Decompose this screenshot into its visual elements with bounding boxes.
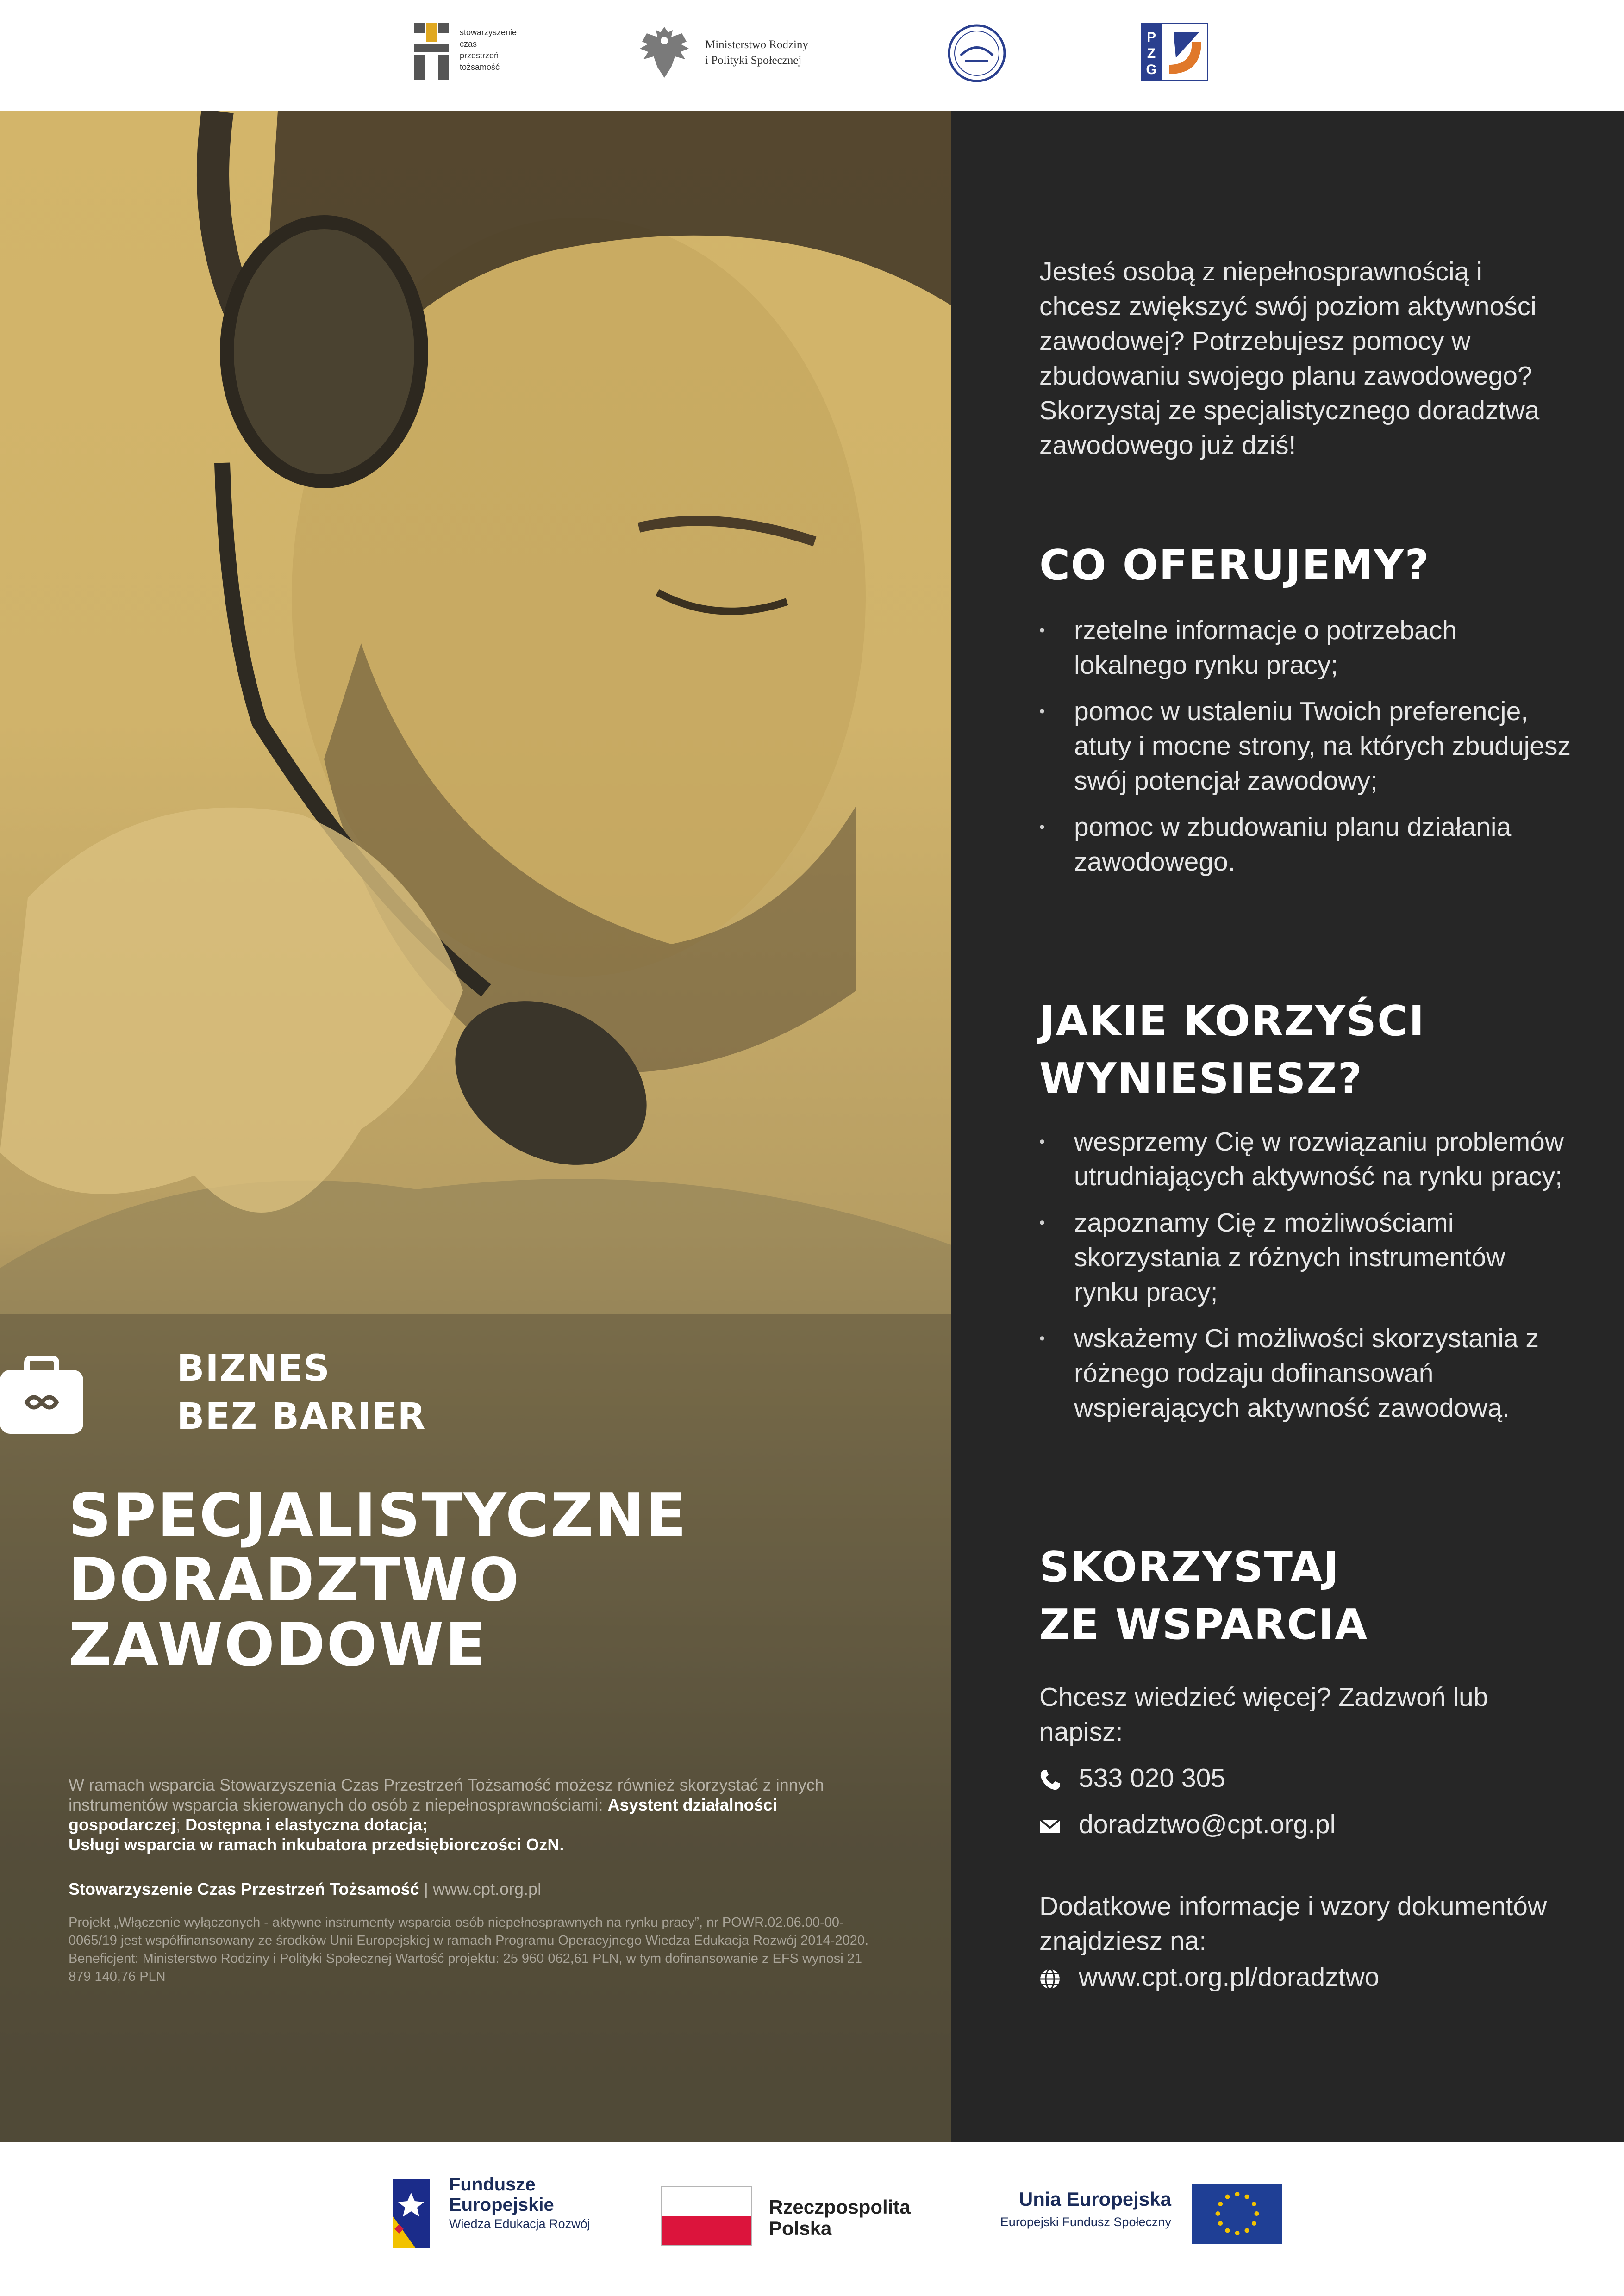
email-link[interactable]: doradztwo@cpt.org.pl xyxy=(1079,1810,1336,1839)
organization-url-link[interactable]: www.cpt.org.pl xyxy=(432,1879,542,1898)
contact-prompt: Chcesz wiedzieć więcej? Zadzwoń lub napisz: xyxy=(1039,1682,1488,1747)
header-logos-bar xyxy=(0,0,1624,111)
globe-icon xyxy=(1039,1968,1061,1990)
offer-list-item: • pomoc w zbudowaniu planu działania zawodowego. xyxy=(1039,810,1576,879)
polish-flag-icon xyxy=(661,2186,752,2246)
info-separator: ; xyxy=(176,1815,186,1834)
round-emblem-icon xyxy=(947,23,1007,83)
title-line-2: DORADZTWO xyxy=(69,1546,521,1615)
eu-star xyxy=(1225,2228,1230,2233)
support-heading-line-2: ZE WSPARCIA xyxy=(1039,1600,1368,1649)
fundusze-europejskie-logo xyxy=(388,2174,619,2258)
offer-list-item: • rzetelne informacje o potrzebach lokalnego rynku pracy; xyxy=(1039,613,1576,683)
benefits-list-item: • wskażemy Ci możliwości skorzystania z różnego rodzaju dofinansowań wspierających aktywność zawodową. xyxy=(1039,1321,1576,1425)
cpt-logo-line: stowarzyszenie xyxy=(460,28,517,37)
round-partner-logo xyxy=(947,23,1007,83)
support-heading xyxy=(1039,1539,1368,1654)
phone-number-link[interactable]: 533 020 305 xyxy=(1079,1763,1225,1793)
title-line-1: SPECJALISTYCZNE xyxy=(69,1481,688,1550)
ministry-logo-line: i Polityki Społecznej xyxy=(705,54,802,67)
badge-line-1: BIZNES xyxy=(177,1348,331,1389)
rp-logo-line-2: Polska xyxy=(769,2217,832,2239)
fe-logo-line-2: Europejskie xyxy=(449,2195,554,2215)
ue-logo-line-1: Unia Europejska xyxy=(1018,2188,1171,2210)
benefits-heading-line-2: WYNIESIESZ? xyxy=(1039,1054,1363,1103)
info-bold-3: Usługi wsparcia w ramach inkubatora przedsiębiorczości OzN. xyxy=(69,1835,564,1854)
cpt-logo-line: przestrzeń xyxy=(460,51,499,60)
benefits-list xyxy=(1039,1125,1576,1437)
rp-logo-line-1: Rzeczpospolita xyxy=(769,2196,911,2218)
website-link[interactable]: www.cpt.org.pl/doradztwo xyxy=(1079,1962,1380,1992)
eu-star xyxy=(1225,2195,1230,2199)
pzg-letter: P xyxy=(1146,30,1156,45)
eu-star xyxy=(1235,2231,1240,2235)
eu-star xyxy=(1252,2221,1256,2226)
ministry-logo-line: Ministerstwo Rodziny xyxy=(705,38,808,51)
project-funding-note: Projekt „Włączenie wyłączonych - aktywne instrumenty wsparcia osób niepełnosprawnych na rynku pracy”, nr POWR.02.06.00-00-0065/19 jest współfinansowany ze środków Unii Europejskiej w ramach Programu Operacyjnego Wiedza Edukacja Rozwój 2014-2020. Beneficjent: Ministerstwo Rodziny i Polityki Społecznej Wartość projektu: 25 960 062,61 PLN, w tym dofinansowanie z EFS wynosi 21 879 140,76 PLN xyxy=(69,1915,869,1984)
polish-eagle-icon xyxy=(638,23,691,81)
benefits-list-item: • zapoznamy Cię z możliwościami skorzystania z różnych instrumentów rynku pracy; xyxy=(1039,1206,1576,1310)
support-info-paragraph xyxy=(69,1775,856,1854)
eu-star xyxy=(1216,2211,1220,2216)
eu-flag-icon xyxy=(1192,2184,1282,2244)
cpt-logo-line: czas xyxy=(460,39,477,49)
hero-photo xyxy=(0,111,951,2142)
badge-line-2: BEZ BARIER xyxy=(177,1396,426,1437)
fundusze-europejskie-icon xyxy=(388,2174,434,2253)
info-text: W ramach wsparcia Stowarzyszenia Czas Przestrzeń Tożsamość możesz również skorzystać z innych instrumentów wsparcia skierowanych do osób z niepełnosprawnościami: xyxy=(69,1775,824,1814)
cpt-logo xyxy=(414,23,525,83)
benefits-heading-line-1: JAKIE KORZYŚCI xyxy=(1039,997,1425,1045)
organization-name: Stowarzyszenie Czas Przestrzeń Tożsamość xyxy=(69,1879,419,1898)
support-heading-line-1: SKORZYSTAJ xyxy=(1039,1543,1340,1592)
title-line-3: ZAWODOWE xyxy=(69,1611,487,1680)
organization-line xyxy=(69,1879,541,1899)
benefits-heading xyxy=(1039,993,1425,1108)
info-bold-2: Dostępna i elastyczna dotacja; xyxy=(185,1815,428,1834)
page-title xyxy=(69,1483,687,1678)
eu-star xyxy=(1245,2195,1249,2199)
benefits-list-item: • wesprzemy Cię w rozwiązaniu problemów utrudniających aktywność na rynku pracy; xyxy=(1039,1125,1576,1194)
ue-logo-line-2: Europejski Fundusz Społeczny xyxy=(1000,2215,1171,2229)
pzg-letter: Z xyxy=(1147,46,1156,61)
eu-star xyxy=(1255,2211,1259,2216)
envelope-icon xyxy=(1039,1816,1061,1837)
phone-icon xyxy=(1039,1769,1061,1791)
eu-star xyxy=(1218,2221,1223,2226)
offer-heading-text: CO OFERUJEMY? xyxy=(1039,541,1430,590)
intro-paragraph: Jesteś osobą z niepełnosprawnością i chcesz zwiększyć swój poziom aktywności zawodowej? Potrzebujesz pomocy w zbudowaniu swojego planu zawodowego? Skorzystaj ze specjalistycznego doradztwa zawodowego już dziś! xyxy=(1039,257,1540,460)
offer-list-item: • pomoc w ustaleniu Twoich preferencje, atuty i mocne strony, na których zbudujesz swój potencjał zawodowy; xyxy=(1039,694,1576,798)
rzeczpospolita-polska-logo xyxy=(661,2186,939,2251)
info-bold-1: Asystent działalności gospodarczej xyxy=(69,1795,777,1834)
program-badge xyxy=(177,1344,426,1441)
fe-logo-line-1: Fundusze xyxy=(449,2174,536,2195)
briefcase-infinity-icon xyxy=(0,1356,83,1434)
offer-list xyxy=(1039,613,1576,891)
eu-star xyxy=(1252,2202,1256,2206)
organization-separator: | xyxy=(419,1879,433,1898)
eu-star xyxy=(1235,2192,1240,2196)
ministry-logo xyxy=(638,23,842,83)
eu-star xyxy=(1218,2202,1223,2206)
documents-info: Dodatkowe informacje i wzory dokumentów znajdziesz na: xyxy=(1039,1892,1547,1956)
pzg-logo xyxy=(1141,23,1208,83)
offer-heading xyxy=(1039,537,1430,594)
cpt-logo-icon xyxy=(414,23,449,81)
pzg-logo-icon xyxy=(1141,23,1208,81)
pzg-letter: G xyxy=(1146,62,1157,77)
fe-logo-line-3: Wiedza Edukacja Rozwój xyxy=(449,2217,590,2231)
cpt-logo-line: tożsamość xyxy=(460,62,500,72)
eu-star xyxy=(1245,2228,1249,2233)
unia-europejska-logo xyxy=(972,2184,1282,2253)
